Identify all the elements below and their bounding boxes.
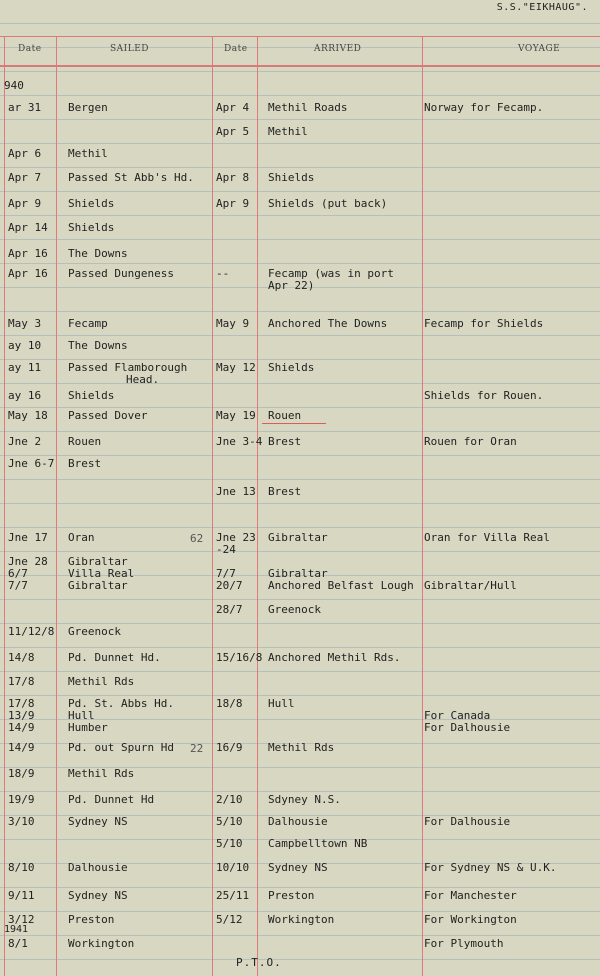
sailed-date: Jne 17 xyxy=(8,531,48,544)
arrived-place: Dalhousie xyxy=(268,815,328,828)
header-arrived: ARRIVED xyxy=(314,44,362,54)
arrived-place: Campbelltown NB xyxy=(268,837,368,850)
sailed-place: Greenock xyxy=(68,625,121,638)
voyage-desc: For Dalhousie xyxy=(424,815,511,828)
column-rule xyxy=(257,36,258,976)
arrived-date: Jne 13 xyxy=(216,485,256,498)
sailed-date: ay 10 xyxy=(8,339,42,352)
sailed-place: Sydney NS xyxy=(68,815,128,828)
arrived-place: Methil Rds xyxy=(268,741,335,754)
column-rule xyxy=(422,36,423,976)
sailed-date: 3/12 xyxy=(8,913,35,926)
arrived-date: 28/7 xyxy=(216,603,243,616)
sailed-date: Apr 7 xyxy=(8,171,42,184)
arrived-place: Preston xyxy=(268,889,315,902)
sailed-place: Dalhousie xyxy=(68,861,128,874)
column-rule xyxy=(56,36,57,976)
sailed-place: Fecamp xyxy=(68,317,108,330)
sailed-date: ay 11 xyxy=(8,361,42,374)
margin-mark: 62 xyxy=(190,532,204,545)
column-rule xyxy=(4,36,5,976)
sailed-place: Bergen xyxy=(68,101,108,114)
sailed-date: Apr 16 xyxy=(8,267,48,280)
voyage-desc: For Manchester xyxy=(424,889,517,902)
sailed-date: Apr 14 xyxy=(8,221,48,234)
ship-name: S.S."EIKHAUG". xyxy=(496,2,588,13)
arrived-date: 5/10 xyxy=(216,837,243,850)
voyage-desc: For Canada xyxy=(424,709,491,722)
arrived-place: Rouen xyxy=(268,409,302,422)
sailed-place: Villa Real xyxy=(68,567,135,580)
header-date-sailed: Date xyxy=(18,44,42,54)
sailed-date: 14/8 xyxy=(8,651,35,664)
arrived-place: Greenock xyxy=(268,603,321,616)
arrived-date: 18/8 xyxy=(216,697,243,710)
sailed-place: Gibraltar xyxy=(68,555,128,568)
arrived-place: Anchored Methil Rds. xyxy=(268,651,401,664)
arrived-date: 20/7 xyxy=(216,579,243,592)
arrived-date: Jne 23 xyxy=(216,531,256,544)
arrived-place: Shields xyxy=(268,361,315,374)
sailed-date: 8/10 xyxy=(8,861,35,874)
voyage-desc: Fecamp for Shields xyxy=(424,317,544,330)
sailed-place: Passed Flamborough xyxy=(68,361,188,374)
arrived-date: May 12 xyxy=(216,361,256,374)
voyage-desc: Gibraltar/Hull xyxy=(424,579,517,592)
header-sailed: SAILED xyxy=(110,44,149,54)
sailed-date: 3/10 xyxy=(8,815,35,828)
arrived-place: Fecamp (was in port xyxy=(268,267,394,280)
sailed-place: Head. xyxy=(126,373,160,386)
arrived-date: 2/10 xyxy=(216,793,243,806)
sailed-date: Jne 28 xyxy=(8,555,48,568)
arrived-date: -24 xyxy=(216,543,236,556)
voyage-desc: For Workington xyxy=(424,913,517,926)
voyage-desc: Shields for Rouen. xyxy=(424,389,544,402)
arrived-date: Apr 9 xyxy=(216,197,250,210)
sailed-date: 8/1 xyxy=(8,937,28,950)
year-label: 940 xyxy=(4,79,24,92)
sailed-place: Preston xyxy=(68,913,115,926)
rouen-underline xyxy=(262,423,326,424)
sailed-place: Shields xyxy=(68,197,115,210)
arrived-date: Apr 8 xyxy=(216,171,250,184)
sailed-place: Oran xyxy=(68,531,95,544)
arrived-date: 15/16/8 xyxy=(216,651,263,664)
sailed-date: 19/9 xyxy=(8,793,35,806)
sailed-date: Jne 6-7 xyxy=(8,457,55,470)
arrived-place: Brest xyxy=(268,435,302,448)
sailed-place: Gibraltar xyxy=(68,579,128,592)
arrived-place: Anchored Belfast Lough xyxy=(268,579,414,592)
voyage-desc: For Sydney NS & U.K. xyxy=(424,861,557,874)
arrived-place: Sdyney N.S. xyxy=(268,793,341,806)
arrived-date: May 19 xyxy=(216,409,256,422)
arrived-place: Hull xyxy=(268,697,295,710)
sailed-place: Methil Rds xyxy=(68,675,135,688)
arrived-place: Workington xyxy=(268,913,335,926)
arrived-place: Sydney NS xyxy=(268,861,328,874)
sailed-date: ay 16 xyxy=(8,389,42,402)
margin-mark: 22 xyxy=(190,742,204,755)
arrived-place: Shields (put back) xyxy=(268,197,388,210)
sailed-place: Pd. St. Abbs Hd. xyxy=(68,697,174,710)
sailed-place: The Downs xyxy=(68,247,128,260)
sailed-date: 13/9 xyxy=(8,709,35,722)
arrived-date: 16/9 xyxy=(216,741,243,754)
arrived-date: 10/10 xyxy=(216,861,250,874)
sailed-place: Rouen xyxy=(68,435,102,448)
sailed-date: 7/7 xyxy=(8,579,28,592)
arrived-date: 7/7 xyxy=(216,567,236,580)
sailed-date: 17/8 xyxy=(8,697,35,710)
arrived-date: 5/12 xyxy=(216,913,243,926)
voyage-desc: Norway for Fecamp. xyxy=(424,101,544,114)
header-date-arrived: Date xyxy=(224,44,248,54)
sailed-date: Apr 6 xyxy=(8,147,42,160)
voyage-desc: For Dalhousie xyxy=(424,721,511,734)
arrived-date: Apr 5 xyxy=(216,125,250,138)
arrived-place: Brest xyxy=(268,485,302,498)
sailed-place: The Downs xyxy=(68,339,128,352)
sailed-date: 6/7 xyxy=(8,567,28,580)
arrived-place: Gibraltar xyxy=(268,567,328,580)
sailed-place: Brest xyxy=(68,457,102,470)
sailed-place: Workington xyxy=(68,937,135,950)
voyage-desc: Rouen for Oran xyxy=(424,435,517,448)
sailed-place: Sydney NS xyxy=(68,889,128,902)
sailed-date: 18/9 xyxy=(8,767,35,780)
voyage-desc: Oran for Villa Real xyxy=(424,531,550,544)
sailed-place: Pd. Dunnet Hd xyxy=(68,793,155,806)
sailed-date: ar 31 xyxy=(8,101,42,114)
sailed-date: 11/12/8 xyxy=(8,625,55,638)
sailed-place: Pd. Dunnet Hd. xyxy=(68,651,161,664)
sailed-date: 17/8 xyxy=(8,675,35,688)
arrived-place: Methil xyxy=(268,125,308,138)
sailed-place: Shields xyxy=(68,389,115,402)
arrived-date: Jne 3-4 xyxy=(216,435,263,448)
year-label: 1941 xyxy=(4,924,29,935)
sailed-place: Shields xyxy=(68,221,115,234)
sailed-date: May 3 xyxy=(8,317,42,330)
arrived-date: 25/11 xyxy=(216,889,250,902)
sailed-date: Apr 9 xyxy=(8,197,42,210)
sailed-place: Methil xyxy=(68,147,108,160)
sailed-place: Passed Dover xyxy=(68,409,148,422)
sailed-date: 9/11 xyxy=(8,889,35,902)
sailed-place: Hull xyxy=(68,709,95,722)
header-voyage: VOYAGE xyxy=(518,44,561,54)
sailed-date: May 18 xyxy=(8,409,48,422)
sailed-place: Passed Dungeness xyxy=(68,267,174,280)
arrived-place: Apr 22) xyxy=(268,279,315,292)
sailed-date: 14/9 xyxy=(8,721,35,734)
header-band xyxy=(0,36,600,67)
arrived-date: Apr 4 xyxy=(216,101,250,114)
arrived-place: Methil Roads xyxy=(268,101,348,114)
column-rule xyxy=(212,36,213,976)
sailed-place: Humber xyxy=(68,721,108,734)
voyage-desc: For Plymouth xyxy=(424,937,504,950)
sailed-date: Jne 2 xyxy=(8,435,42,448)
page-turn-note: P.T.O. xyxy=(236,956,282,969)
arrived-place: Gibraltar xyxy=(268,531,328,544)
sailed-place: Pd. out Spurn Hd xyxy=(68,741,174,754)
arrived-place: Shields xyxy=(268,171,315,184)
sailed-place: Methil Rds xyxy=(68,767,135,780)
sailed-date: 14/9 xyxy=(8,741,35,754)
arrived-date: 5/10 xyxy=(216,815,243,828)
sailed-place: Passed St Abb's Hd. xyxy=(68,171,194,184)
sailed-date: Apr 16 xyxy=(8,247,48,260)
arrived-date: -- xyxy=(216,267,230,280)
arrived-date: May 9 xyxy=(216,317,250,330)
arrived-place: Anchored The Downs xyxy=(268,317,388,330)
